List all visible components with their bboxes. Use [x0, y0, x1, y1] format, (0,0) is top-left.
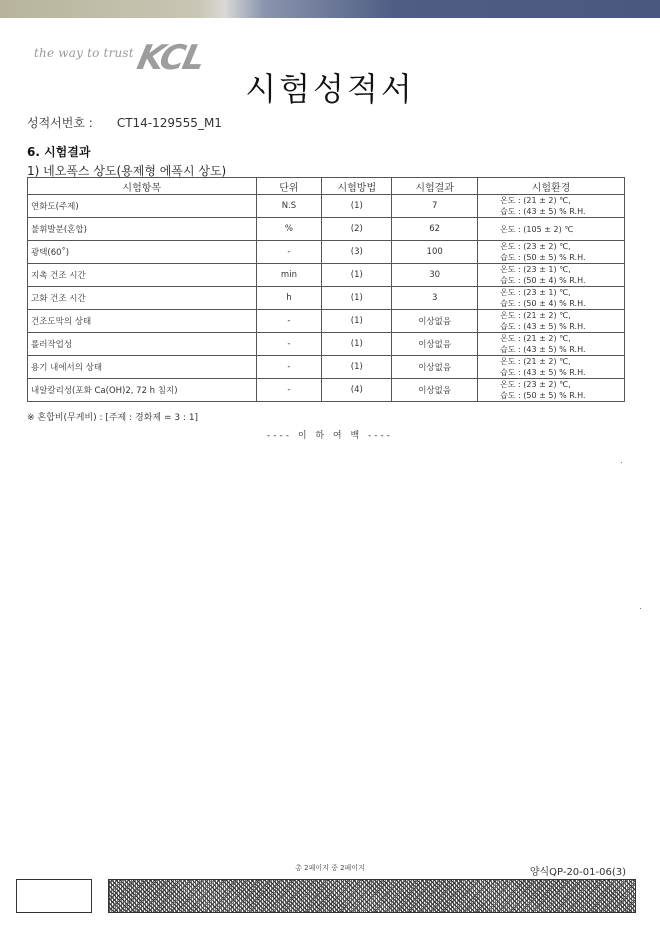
cell-method: (1)	[322, 195, 392, 218]
cell-method: (1)	[322, 287, 392, 310]
cell-method: (1)	[322, 264, 392, 287]
table-row	[28, 310, 625, 333]
cell-unit: %	[256, 218, 322, 241]
scan-speck	[621, 462, 622, 463]
cell-environment	[478, 333, 625, 356]
top-color-band	[0, 0, 660, 18]
environment-line: 온도 : (21 ± 2) ℃,	[500, 196, 571, 205]
environment-line: 습도 : (50 ± 5) % R.H.	[500, 253, 586, 262]
cell-environment	[478, 310, 625, 333]
environment-line: 습도 : (43 ± 5) % R.H.	[500, 368, 586, 377]
cell-method: (2)	[322, 218, 392, 241]
cell-environment	[478, 195, 625, 218]
cell-result: 100	[392, 241, 478, 264]
header-unit: 단위	[256, 178, 322, 195]
environment-line: 온도 : (23 ± 1) ℃,	[500, 288, 571, 297]
cell-result: 이상없음	[392, 356, 478, 379]
header-environment: 시험환경	[478, 178, 625, 195]
table-row	[28, 333, 625, 356]
cell-result: 이상없음	[392, 310, 478, 333]
cell-environment	[478, 356, 625, 379]
subsection-title: 1) 네오폭스 상도(용제형 에폭시 상도)	[27, 164, 227, 178]
environment-line: 온도 : (21 ± 2) ℃,	[500, 357, 571, 366]
environment-line: 습도 : (50 ± 5) % R.H.	[500, 391, 586, 400]
header-test-item: 시험항목	[28, 178, 257, 195]
cell-test-item: 광택(60˚)	[28, 241, 257, 264]
table-row	[28, 264, 625, 287]
cell-test-item: 지촉 건조 시간	[28, 264, 257, 287]
cell-environment	[478, 287, 625, 310]
mixing-ratio-note: ※ 혼합비(무게비) : [주제 : 경화제 = 3 : 1]	[27, 413, 199, 423]
environment-line: 온도 : (21 ± 2) ℃,	[500, 334, 571, 343]
environment-line: 습도 : (50 ± 4) % R.H.	[500, 299, 586, 308]
security-pattern-strip	[108, 879, 636, 913]
cell-result: 이상없음	[392, 333, 478, 356]
cell-test-item: 용기 내에서의 상태	[28, 356, 257, 379]
test-results-table	[27, 177, 625, 402]
cell-unit: N.S	[256, 195, 322, 218]
cell-result: 3	[392, 287, 478, 310]
cell-test-item: 고화 건조 시간	[28, 287, 257, 310]
environment-line: 온도 : (23 ± 1) ℃,	[500, 265, 571, 274]
cell-unit: -	[256, 356, 322, 379]
cell-method: (1)	[322, 356, 392, 379]
table-row	[28, 218, 625, 241]
table-row	[28, 379, 625, 402]
table-row	[28, 287, 625, 310]
logo-slogan: the way to trust	[34, 46, 134, 60]
report-number-value: CT14-129555_M1	[116, 116, 222, 130]
cell-test-item: 건조도막의 상태	[28, 310, 257, 333]
document-title: 시험성적서	[245, 70, 415, 108]
cell-result: 30	[392, 264, 478, 287]
scan-speck	[640, 608, 641, 609]
cell-test-item: 내알칼리성(포화 Ca(OH)2, 72 h 침지)	[28, 379, 257, 402]
cell-result: 62	[392, 218, 478, 241]
cell-environment	[478, 264, 625, 287]
header-method: 시험방법	[322, 178, 392, 195]
footer-empty-box	[16, 879, 92, 913]
cell-unit: min	[256, 264, 322, 287]
environment-line: 습도 : (43 ± 5) % R.H.	[500, 345, 586, 354]
cell-unit: -	[256, 310, 322, 333]
environment-line: 온도 : (21 ± 2) ℃,	[500, 311, 571, 320]
page-number: 총 2페이지 중 2페이지	[295, 864, 365, 872]
cell-test-item: 불휘발분(혼합)	[28, 218, 257, 241]
logo-brand: KCL	[133, 38, 208, 78]
cell-unit: -	[256, 241, 322, 264]
table-row	[28, 241, 625, 264]
cell-environment	[478, 218, 625, 241]
section-title: 6. 시험결과	[27, 145, 91, 159]
environment-line: 습도 : (43 ± 5) % R.H.	[500, 207, 586, 216]
cell-environment	[478, 379, 625, 402]
cell-method: (3)	[322, 241, 392, 264]
environment-line: 습도 : (43 ± 5) % R.H.	[500, 322, 586, 331]
report-number-label: 성적서번호 :	[27, 116, 93, 130]
cell-result: 7	[392, 195, 478, 218]
cell-method: (4)	[322, 379, 392, 402]
header-result: 시험결과	[392, 178, 478, 195]
environment-line: 온도 : (105 ± 2) ℃	[500, 224, 574, 234]
cell-test-item: 연화도(주제)	[28, 195, 257, 218]
cell-unit: -	[256, 379, 322, 402]
table-row	[28, 195, 625, 218]
cell-test-item: 롤러작업성	[28, 333, 257, 356]
cell-unit: h	[256, 287, 322, 310]
report-number	[27, 114, 222, 131]
cell-method: (1)	[322, 310, 392, 333]
environment-line: 온도 : (23 ± 2) ℃,	[500, 242, 571, 251]
cell-unit: -	[256, 333, 322, 356]
cell-environment	[478, 241, 625, 264]
environment-line: 습도 : (50 ± 4) % R.H.	[500, 276, 586, 285]
table-header-row	[28, 178, 625, 195]
cell-result: 이상없음	[392, 379, 478, 402]
end-of-report-mark: ---- 이 하 여 백 ----	[266, 431, 394, 441]
cell-method: (1)	[322, 333, 392, 356]
table-row	[28, 356, 625, 379]
environment-line: 온도 : (23 ± 2) ℃,	[500, 380, 571, 389]
form-code: 양식QP-20-01-06(3)	[529, 867, 626, 878]
